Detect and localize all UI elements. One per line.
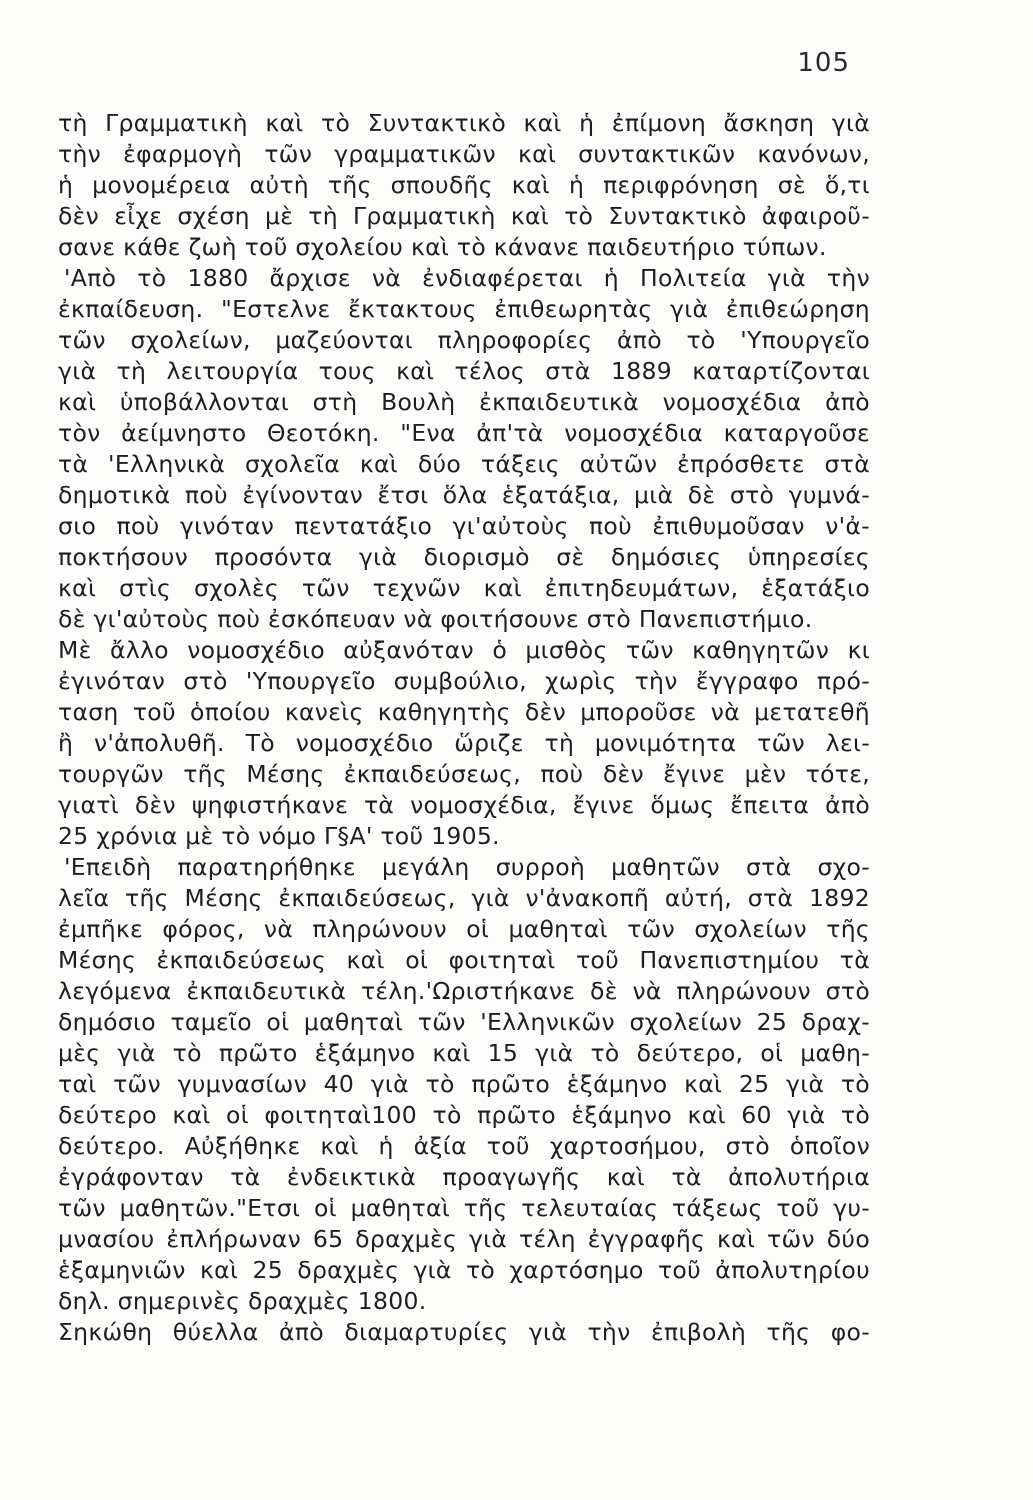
text-line: λεγόμενα ἐκπαιδευτικὰ τέλη.'Ωριστήκανε δὲ νὰ πληρώνουν στὸ (58, 977, 870, 1005)
text-line: γιὰ τὴ λειτουργία τους καὶ τέλος στὰ 1889 καταρτίζονται (58, 357, 870, 385)
text-line: Σηκώθη θύελλα ἀπὸ διαμαρτυρίες γιὰ τὴν ἐπιβολὴ τῆς φο- (58, 1318, 870, 1346)
text-line: δὲν εἶχε σχέση μὲ τὴ Γραμματικὴ καὶ τὸ Συντακτικὸ ἀφαιροῦ- (58, 202, 870, 230)
page-number: 105 (797, 48, 850, 78)
text-line: δὲ γι'αὐτοὺς ποὺ ἐσκόπευαν νὰ φοιτήσουνε στὸ Πανεπιστήμιο. (58, 605, 813, 633)
text-line: τὸν ἀείμνηστο Θεοτόκη. "Ενα ἀπ'τὰ νομοσχέδια καταργοῦσε (58, 419, 870, 447)
text-line: δεύτερο καὶ οἱ φοιτηταὶ100 τὸ πρῶτο ἑξάμηνο καὶ 60 γιὰ τὸ (58, 1101, 870, 1129)
text-line: καὶ στὶς σχολὲς τῶν τεχνῶν καὶ ἐπιτηδευμάτων, ἑξατάξιο (58, 574, 870, 602)
text-line: λεῖα τῆς Μέσης ἐκπαιδεύσεως, γιὰ ν'ἀνακοπῆ αὐτή, στὰ 1892 (58, 884, 870, 912)
text-line: Μὲ ἄλλο νομοσχέδιο αὐξανόταν ὁ μισθὸς τῶν καθηγητῶν κι (58, 636, 870, 664)
text-line: τὴν ἐφαρμογὴ τῶν γραμματικῶν καὶ συντακτικῶν κανόνων, (58, 140, 870, 168)
text-line: δημοτικὰ ποὺ ἐγίνονταν ἔτσι ὅλα ἑξατάξια, μιὰ δὲ στὸ γυμνά- (58, 481, 870, 509)
text-line: 'Επειδὴ παρατηρήθηκε μεγάλη συρροὴ μαθητῶν στὰ σχο- (64, 853, 870, 881)
text-line: τὴ Γραμματικὴ καὶ τὸ Συντακτικὸ καὶ ἡ ἐπίμονη ἄσκηση γιὰ (58, 109, 870, 137)
text-line: δεύτερο. Αὐξήθηκε καὶ ἡ ἀξία τοῦ χαρτοσήμου, στὸ ὁποῖον (58, 1132, 870, 1160)
text-line: δηλ. σημερινὲς δραχμὲς 1800. (58, 1287, 427, 1315)
text-line: ἑξαμηνιῶν καὶ 25 δραχμὲς γιὰ τὸ χαρτόσημο τοῦ ἀπολυτηρίου (58, 1256, 870, 1284)
text-line: 'Απὸ τὸ 1880 ἄρχισε νὰ ἐνδιαφέρεται ἡ Πολιτεία γιὰ τὴν (64, 264, 870, 292)
text-line: ἢ ν'ἀπολυθῆ. Τὸ νομοσχέδιο ὥριζε τὴ μονιμότητα τῶν λει- (58, 729, 870, 757)
text-line: ποκτήσουν προσόντα γιὰ διορισμὸ σὲ δημόσιες ὑπηρεσίες (58, 543, 870, 571)
text-line: ἐμπῆκε φόρος, νὰ πληρώνουν οἱ μαθηταὶ τῶν σχολείων τῆς (58, 915, 870, 943)
text-line: τουργῶν τῆς Μέσης ἐκπαιδεύσεως, ποὺ δὲν ἔγινε μὲν τότε, (58, 760, 870, 788)
text-line: ταὶ τῶν γυμνασίων 40 γιὰ τὸ πρῶτο ἑξάμηνο καὶ 25 γιὰ τὸ (58, 1070, 870, 1098)
text-line: τῶν μαθητῶν."Ετσι οἱ μαθηταὶ τῆς τελευταίας τάξεως τοῦ γυ- (58, 1194, 870, 1222)
text-line: ἐγινόταν στὸ 'Υπουργεῖο συμβούλιο, χωρὶς τὴν ἔγγραφο πρό- (58, 667, 870, 695)
text-line: καὶ ὑποβάλλονται στὴ Βουλὴ ἐκπαιδευτικὰ νομοσχέδια ἀπὸ (58, 388, 870, 416)
text-line: τῶν σχολείων, μαζεύονται πληροφορίες ἀπὸ τὸ 'Υπουργεῖο (58, 326, 870, 354)
text-line: μνασίου ἐπλήρωναν 65 δραχμὲς γιὰ τέλη ἐγγραφῆς καὶ τῶν δύο (58, 1225, 870, 1253)
text-line: γιατὶ δὲν ψηφιστήκανε τὰ νομοσχέδια, ἔγινε ὅμως ἔπειτα ἀπὸ (58, 791, 870, 819)
text-line: δημόσιο ταμεῖο οἱ μαθηταὶ τῶν 'Ελληνικῶν σχολείων 25 δραχ- (58, 1008, 870, 1036)
text-line: ἐγράφονταν τὰ ἐνδεικτικὰ προαγωγῆς καὶ τὰ ἀπολυτήρια (58, 1163, 870, 1191)
text-line: σιο ποὺ γινόταν πεντατάξιο γι'αὐτοὺς ποὺ ἐπιθυμοῦσαν ν'ἀ- (58, 512, 870, 540)
text-line: μὲς γιὰ τὸ πρῶτο ἑξάμηνο καὶ 15 γιὰ τὸ δεύτερο, οἱ μαθη- (58, 1039, 870, 1067)
text-line: ταση τοῦ ὁποίου κανεὶς καθηγητὴς δὲν μποροῦσε νὰ μετατεθῆ (58, 698, 870, 726)
body-text (58, 108, 870, 1348)
text-line: σανε κάθε ζωὴ τοῦ σχολείου καὶ τὸ κάνανε παιδευτήριο τύπων. (58, 233, 827, 261)
text-line: Μέσης ἐκπαιδεύσεως καὶ οἱ φοιτηταὶ τοῦ Πανεπιστημίου τὰ (58, 946, 870, 974)
text-line: 25 χρόνια μὲ τὸ νόμο Γ§Α' τοῦ 1905. (58, 822, 500, 850)
text-line: ἡ μονομέρεια αὐτὴ τῆς σπουδῆς καὶ ἡ περιφρόνηση σὲ ὅ,τι (58, 171, 870, 199)
text-line: ἐκπαίδευση. "Εστελνε ἔκτακτους ἐπιθεωρητὰς γιὰ ἐπιθεώρηση (58, 295, 870, 323)
text-line: τὰ 'Ελληνικὰ σχολεῖα καὶ δύο τάξεις αὐτῶν ἐπρόσθετε στὰ (58, 450, 870, 478)
